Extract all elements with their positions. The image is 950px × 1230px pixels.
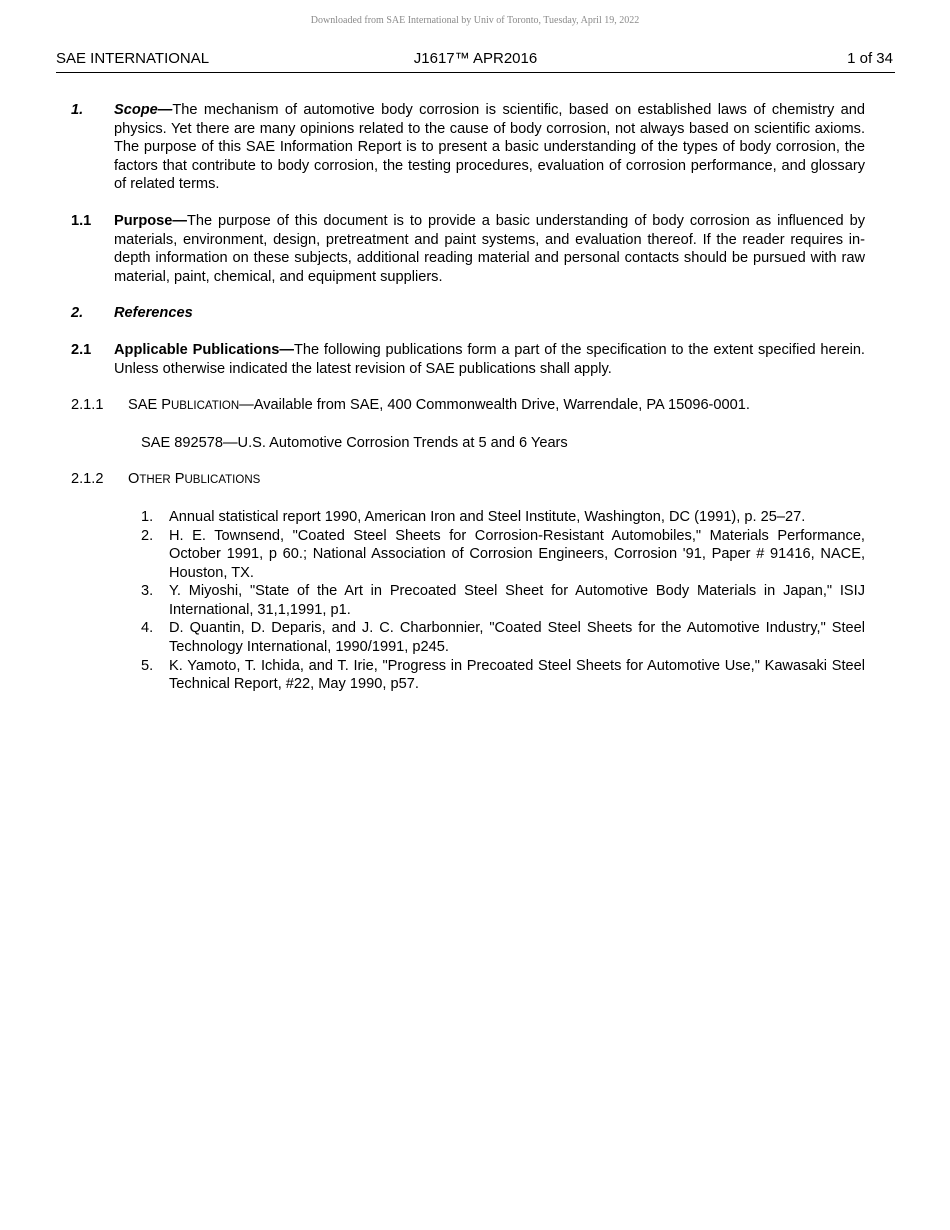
section-text: The purpose of this document is to provide a basic understanding of body corrosion as influenced by materials, environment, design, pretreatment and paint systems, and evaluation thereof. If the reader requires in-depth information on these subjects, additional reading material and personal contacts should be pursued with raw material, paint, chemical, and equipment suppliers.: [114, 212, 865, 285]
section-title: [128, 397, 239, 413]
reference-number: 3.: [141, 583, 154, 600]
section-number: 2.1.1: [71, 397, 104, 414]
download-watermark: Downloaded from SAE International by Univ of Toronto, Tuesday, April 19, 2022: [310, 15, 640, 26]
section-number: 1.1: [71, 212, 92, 229]
section-text: —Available from SAE, 400 Commonwealth Drive, Warrendale, PA 15096-0001.: [239, 397, 750, 414]
reference-item: [141, 619, 865, 656]
section-title: [128, 471, 260, 487]
reference-item: [141, 657, 865, 694]
header-doc-id: J1617™ APR2016: [413, 50, 538, 67]
document-body: [71, 101, 865, 694]
section-number: 1.: [71, 102, 84, 118]
section-text: The following publications form a part of the specification to the extent specified herein. Unless otherwise indicated the latest revision of SAE publications shall apply.: [114, 341, 865, 377]
header-org: SAE INTERNATIONAL: [56, 50, 210, 67]
title-small-caps: THER: [139, 474, 171, 487]
sae-publication-item: SAE 892578—U.S. Automotive Corrosion Trends at 5 and 6 Years: [141, 434, 568, 451]
reference-text: K. Yamoto, T. Ichida, and T. Irie, "Progress in Precoated Steel Sheets for Automotive Use," Kawasaki Steel Technical Report, #22, May 1990, p57.: [169, 657, 865, 693]
section-references: [71, 304, 865, 323]
section-scope: [71, 101, 865, 194]
reference-item: [141, 582, 865, 619]
reference-text: D. Quantin, D. Deparis, and J. C. Charbonnier, "Coated Steel Sheets for the Automotive Industry," Steel Technology International, 1990/1991, p245.: [169, 620, 865, 656]
section-title: Scope—: [114, 102, 173, 118]
title-capital: O: [128, 471, 140, 488]
reference-number: 2.: [141, 527, 154, 544]
section-sae-publication: [71, 396, 865, 416]
section-applicable-publications: [71, 341, 865, 378]
reference-list: [71, 508, 865, 694]
section-number: 2.: [71, 305, 84, 322]
section-title: Applicable Publications—: [114, 341, 294, 358]
section-other-publications: [71, 470, 865, 490]
reference-item: [141, 527, 865, 583]
title-small-caps: UBLICATION: [171, 400, 240, 413]
reference-text: Annual statistical report 1990, American Iron and Steel Institute, Washington, DC (1991), p. 25–27.: [169, 508, 806, 525]
section-title: Purpose—: [114, 212, 187, 229]
reference-text: H. E. Townsend, "Coated Steel Sheets for Corrosion-Resistant Automobiles," Materials Performance, October 1991, p 60.; National Association of Corrosion Engineers, Corrosion '91, Paper # 91416, NACE, Houston, TX.: [169, 527, 865, 581]
reference-item: [141, 508, 865, 527]
header-page-number: 1 of 34: [847, 50, 893, 67]
section-number: 2.1: [71, 341, 92, 358]
section-number: 2.1.2: [71, 471, 104, 488]
section-purpose: [71, 212, 865, 286]
section-text: The mechanism of automotive body corrosion is scientific, based on established laws of chemistry and physics. Yet there are many opinions related to the cause of body corrosion, not always based on scientific axioms. The purpose of this SAE Information Report is to present a basic understanding of the types of body corrosion, the factors that contribute to body corrosion, the testing procedures, evaluation of corrosion performance, and glossary of related terms.: [114, 102, 865, 193]
title-small-caps: UBLICATIONS: [184, 474, 261, 487]
section-title: References: [114, 305, 193, 322]
reference-number: 1.: [141, 508, 154, 525]
reference-number: 5.: [141, 657, 154, 674]
page-header: [56, 50, 895, 73]
reference-number: 4.: [141, 620, 154, 637]
reference-text: Y. Miyoshi, "State of the Art in Precoated Steel Sheet for Automotive Body Materials in Japan," ISIJ International, 31,1,1991, p1.: [169, 583, 865, 618]
title-capital: SAE P: [128, 397, 171, 414]
title-capital: P: [170, 471, 185, 488]
